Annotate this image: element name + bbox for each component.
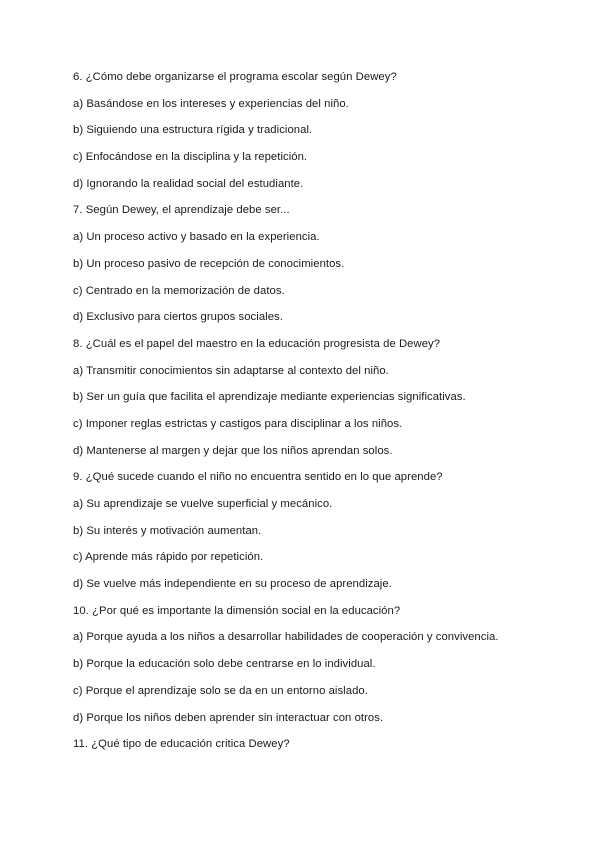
question-10-option-c: c) Porque el aprendizaje solo se da en un entorno aislado. bbox=[73, 684, 368, 697]
question-7-option-d: d) Exclusivo para ciertos grupos sociales. bbox=[73, 311, 283, 324]
question-7: 7. Según Dewey, el aprendizaje debe ser... bbox=[73, 204, 290, 217]
question-10: 10. ¿Por qué es importante la dimensión social en la educación? bbox=[73, 604, 401, 617]
question-8-option-d: d) Mantenerse al margen y dejar que los niños aprendan solos. bbox=[73, 444, 393, 457]
question-10-option-b: b) Porque la educación solo debe centrarse en lo individual. bbox=[73, 658, 376, 671]
question-10-option-d: d) Porque los niños deben aprender sin interactuar con otros. bbox=[73, 711, 384, 724]
question-6-option-a: a) Basándose en los intereses y experiencias del niño. bbox=[73, 97, 349, 110]
question-6-option-d: d) Ignorando la realidad social del estudiante. bbox=[73, 177, 304, 190]
question-7-option-a: a) Un proceso activo y basado en la experiencia. bbox=[73, 231, 320, 244]
question-9-option-d: d) Se vuelve más independiente en su proceso de aprendizaje. bbox=[73, 578, 392, 591]
question-6-option-c: c) Enfocándose en la disciplina y la repetición. bbox=[73, 151, 308, 164]
question-7-option-c: c) Centrado en la memorización de datos. bbox=[73, 284, 285, 297]
question-8: 8. ¿Cuál es el papel del maestro en la educación progresista de Dewey? bbox=[73, 337, 441, 350]
question-9: 9. ¿Qué sucede cuando el niño no encuentra sentido en lo que aprende? bbox=[73, 471, 443, 484]
question-7-option-b: b) Un proceso pasivo de recepción de conocimientos. bbox=[73, 257, 345, 270]
quiz-content bbox=[73, 70, 583, 764]
question-8-option-a: a) Transmitir conocimientos sin adaptarse al contexto del niño. bbox=[73, 364, 389, 377]
question-8-option-c: c) Imponer reglas estrictas y castigos para disciplinar a los niños. bbox=[73, 417, 403, 430]
question-6: 6. ¿Cómo debe organizarse el programa escolar según Dewey? bbox=[73, 71, 397, 83]
question-9-option-b: b) Su interés y motivación aumentan. bbox=[73, 524, 262, 537]
question-6-option-b: b) Siguiendo una estructura rígida y tradicional. bbox=[73, 124, 313, 137]
question-9-option-a: a) Su aprendizaje se vuelve superficial y mecánico. bbox=[73, 498, 333, 510]
question-10-option-a: a) Porque ayuda a los niños a desarrollar habilidades de cooperación y convivencia. bbox=[73, 631, 499, 644]
question-9-option-c: c) Aprende más rápido por repetición. bbox=[73, 551, 264, 564]
question-8-option-b: b) Ser un guía que facilita el aprendizaje mediante experiencias significativas. bbox=[73, 391, 466, 404]
question-11: 11. ¿Qué tipo de educación critica Dewey? bbox=[73, 738, 290, 751]
